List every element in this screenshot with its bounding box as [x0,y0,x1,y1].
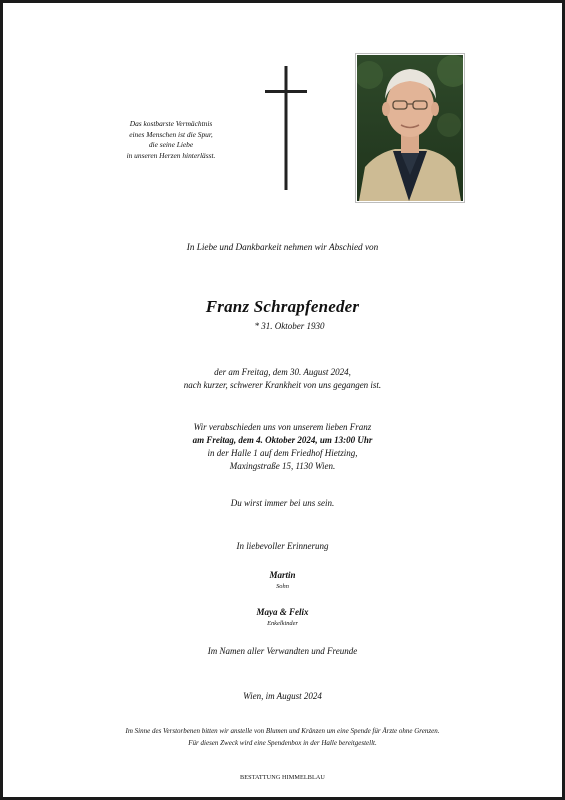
portrait-photo [355,53,465,203]
mourner-role: Enkelkinder [267,620,298,627]
funeral-home-name: BESTATTUNG HIMMELBLAU [240,774,325,781]
farewell-text: Du wirst immer bei uns sein. [230,498,335,508]
funeral-address: Maxingstraße 15, 1130 Wien. [229,461,336,471]
portrait-illustration [357,55,463,201]
quote-line: eines Menschen ist die Spur, [129,129,213,139]
place-date: Wien, im August 2024 [243,691,322,701]
funeral-location: in der Halle 1 auf dem Friedhof Hietzing, [207,448,358,458]
family-text: Im Namen aller Verwandten und Freunde [207,646,358,656]
cross-icon [265,66,307,190]
quote-line: die seine Liebe [148,140,194,150]
intro-text: In Liebe und Dankbarkeit nehmen wir Abschied von [186,242,379,252]
death-line: der am Freitag, dem 30. August 2024, [214,367,351,377]
mourner-name: Maya & Felix [256,607,309,617]
mourner-role: Sohn [276,583,289,590]
quote-line: in unseren Herzen hinterlässt. [126,150,216,160]
funeral-line: Wir verabschieden uns von unserem lieben Franz [193,422,372,432]
donation-note: Im Sinne des Verstorbenen bitten wir anstelle von Blumen und Kränzen um eine Spende für Ärzte ohne Grenzen. [125,727,440,735]
funeral-date-time: am Freitag, dem 4. Oktober 2024, um 13:00 Uhr [192,435,373,445]
quote-line: Das kostbarste Vermächtnis [129,119,213,128]
birth-date: * 31. Oktober 1930 [254,321,325,331]
donation-note: Für diesen Zweck wird eine Spendenbox in der Halle bereitgestellt. [188,739,377,747]
mourners-intro: In liebevoller Erinnerung [236,541,329,551]
memorial-quote [101,119,241,161]
deceased-name: Franz Schrapfeneder [205,297,360,316]
death-line: nach kurzer, schwerer Krankheit von uns gegangen ist. [183,380,382,390]
mourner-name: Martin [269,570,296,580]
